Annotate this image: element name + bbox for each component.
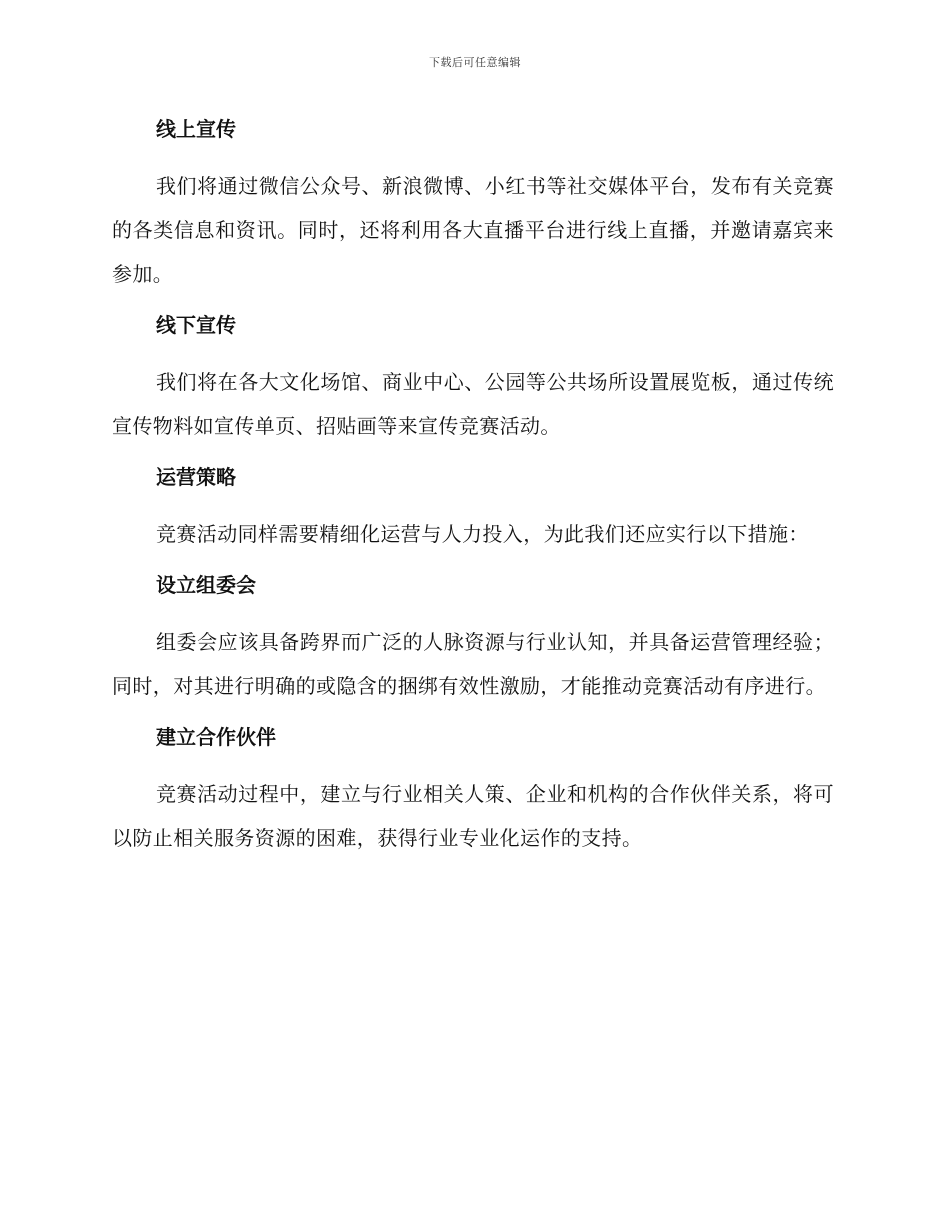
paragraph-online-promotion: 我们将通过微信公众号、新浪微博、小红书等社交媒体平台，发布有关竞赛的各类信息和资讯。同时，还将利用各大直播平台进行线上直播，并邀请嘉宾来参加。: [112, 174, 834, 286]
section-heading-operation-strategy: 运营策略: [156, 465, 236, 489]
section-heading-offline-promotion: 线下宣传: [156, 313, 236, 337]
page-header: 下载后可任意编辑: [429, 56, 521, 69]
paragraph-partners: 竞赛活动过程中，建立与行业相关人策、企业和机构的合作伙伴关系，将可以防止相关服务资源的困难，获得行业专业化运作的支持。: [112, 782, 834, 850]
document-body: [112, 112, 834, 860]
paragraph-offline-promotion: 我们将在各大文化场馆、商业中心、公园等公共场所设置展览板，通过传统宣传物料如宣传单页、招贴画等来宣传竞赛活动。: [112, 370, 834, 438]
section-heading-organizing-committee: 设立组委会: [156, 573, 256, 597]
section-heading-online-promotion: 线上宣传: [156, 117, 236, 141]
paragraph-organizing-committee: 组委会应该具备跨界而广泛的人脉资源与行业认知，并具备运营管理经验；同时，对其进行明确的或隐含的捆绑有效性激励，才能推动竞赛活动有序进行。: [112, 630, 834, 698]
paragraph-operation-strategy: 竞赛活动同样需要精细化运营与人力投入，为此我们还应实行以下措施：: [156, 522, 809, 546]
section-heading-partners: 建立合作伙伴: [156, 725, 276, 749]
